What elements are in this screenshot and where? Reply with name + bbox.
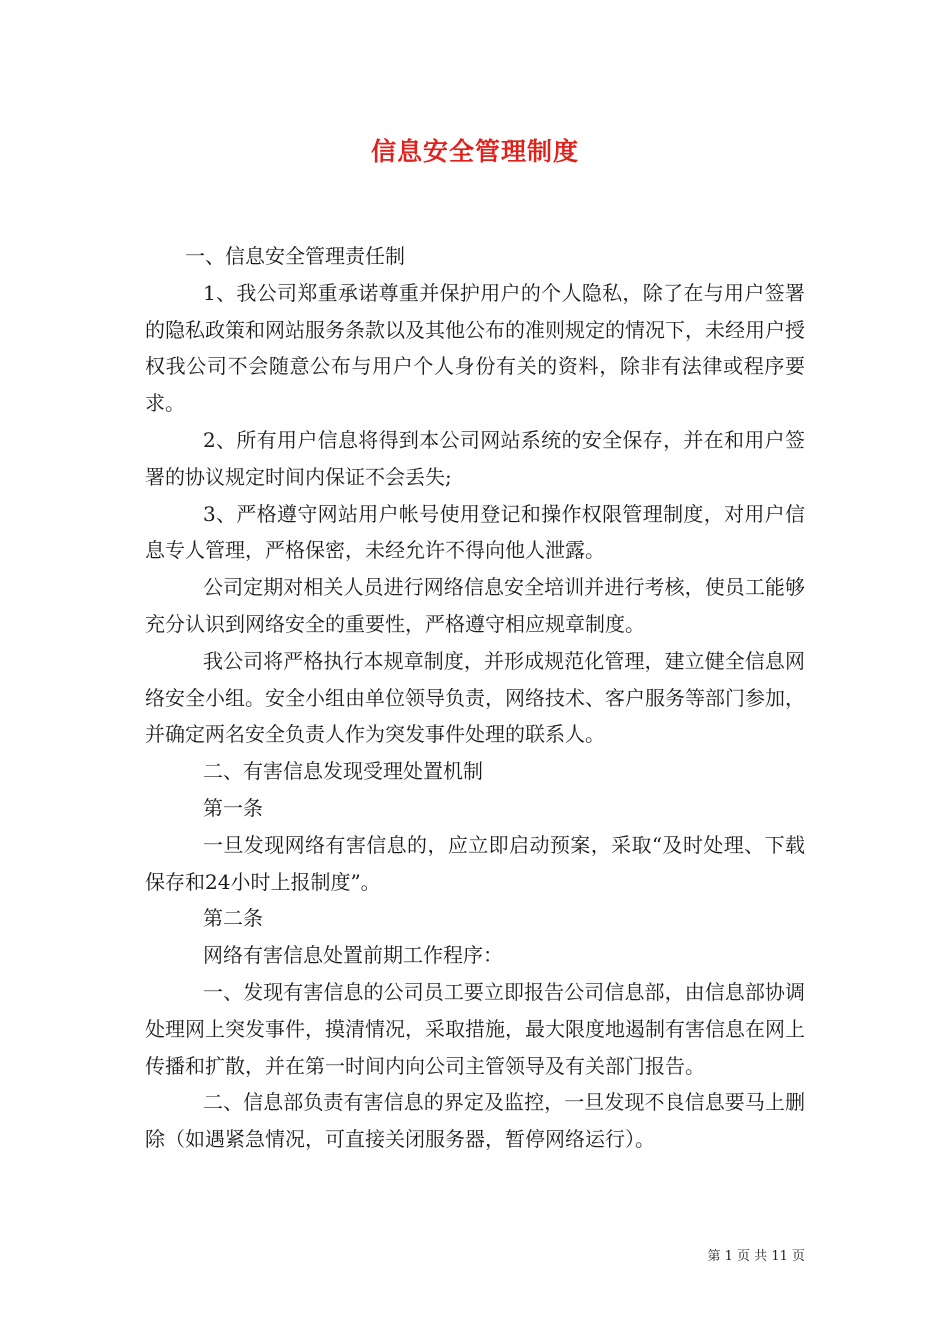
paragraph: 1、我公司郑重承诺尊重并保护用户的个人隐私，除了在与用户签署的隐私政策和网站服务条款以及其他公布的准则规定的情况下，未经用户授权我公司不会随意公布与用户个人身份有关的资料，除非有法律或程序要求。 — [145, 280, 805, 416]
article-label: 第二条 — [203, 906, 263, 931]
document-body — [145, 238, 805, 1158]
paragraph: 3、严格遵守网站用户帐号使用登记和操作权限管理制度，对用户信息专人管理，严格保密，未经允许不得向他人泄露。 — [145, 501, 805, 563]
paragraph: 一旦发现网络有害信息的，应立即启动预案，采取“及时处理、下载保存和24小时上报制度”。 — [145, 832, 805, 894]
paragraph: 一、发现有害信息的公司员工要立即报告公司信息部，由信息部协调处理网上突发事件，摸清情况，采取措施，最大限度地遏制有害信息在网上传播和扩散，并在第一时间内向公司主管领导及有关部门报告。 — [145, 979, 805, 1078]
section-heading-2: 二、有害信息发现受理处置机制 — [203, 759, 483, 784]
article-label: 第一条 — [203, 795, 263, 820]
document-title: 信息安全管理制度 — [370, 137, 579, 166]
page-number: 第 1 页 共 11 页 — [707, 1249, 805, 1264]
paragraph: 网络有害信息处置前期工作程序： — [203, 943, 503, 968]
paragraph: 二、信息部负责有害信息的界定及监控，一旦发现不良信息要马上删除（如遇紧急情况，可直接关闭服务器，暂停网络运行）。 — [145, 1090, 805, 1152]
paragraph: 我公司将严格执行本规章制度，并形成规范化管理，建立健全信息网络安全小组。安全小组由单位领导负责，网络技术、客户服务等部门参加，并确定两名安全负责人作为突发事件处理的联系人。 — [145, 648, 805, 747]
paragraph: 2、所有用户信息将得到本公司网站系统的安全保存，并在和用户签署的协议规定时间内保证不会丢失; — [145, 427, 805, 489]
section-heading-1: 一、信息安全管理责任制 — [185, 244, 405, 268]
paragraph: 公司定期对相关人员进行网络信息安全培训并进行考核，使员工能够充分认识到网络安全的重要性，严格遵守相应规章制度。 — [145, 575, 805, 636]
